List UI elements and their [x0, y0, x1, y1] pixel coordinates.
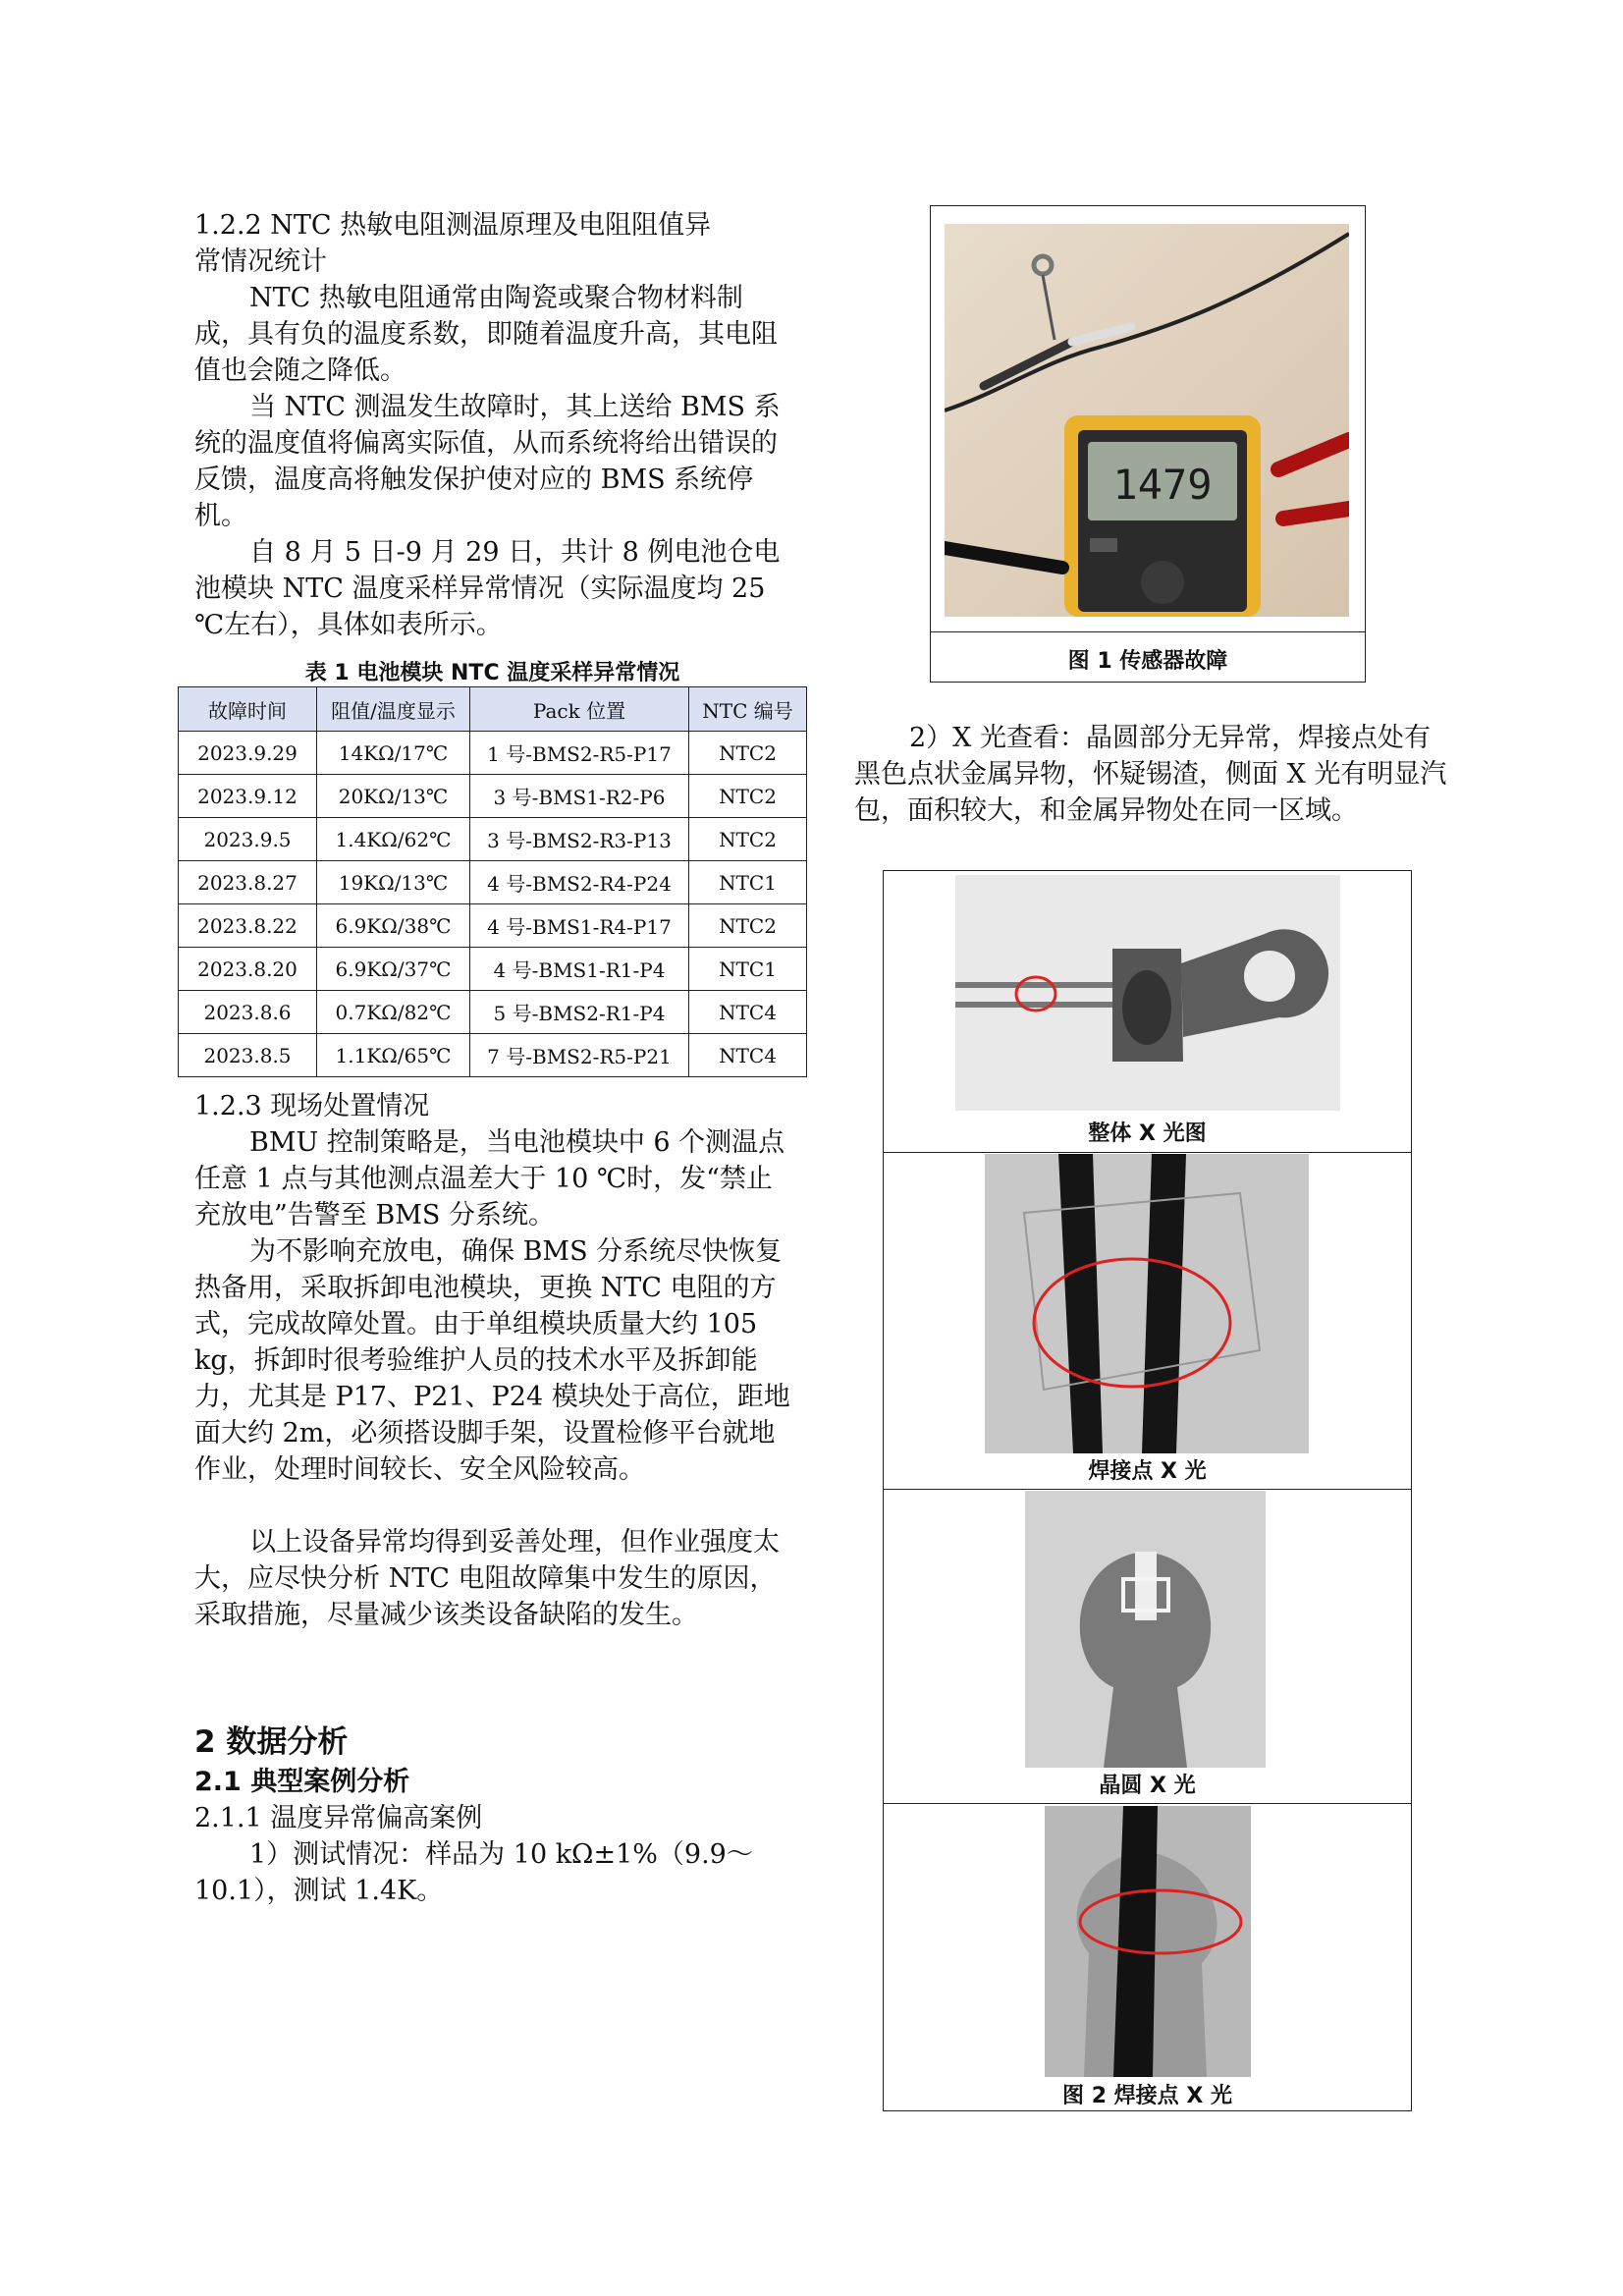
paragraph-test-result: 1）测试情况：样品为 10 kΩ±1%（9.9～10.1），测试 1.4K。	[194, 1839, 753, 1906]
weld-side-xray-image	[1045, 1806, 1251, 2077]
table-cell: 2023.8.5	[179, 1034, 317, 1077]
table-cell: 1.1KΩ/65℃	[317, 1034, 470, 1077]
table-row	[179, 775, 807, 818]
sensor-multimeter-photo	[945, 224, 1349, 617]
section-2-1-1-title: 2.1.1 温度异常偏高案例	[194, 1803, 483, 1833]
table-cell: 4 号-BMS2-R4-P24	[470, 861, 689, 904]
section-1-2-3-title: 1.2.3 现场处置情况	[194, 1091, 430, 1121]
table-row	[179, 948, 807, 991]
table-row	[179, 1034, 807, 1077]
paragraph-xray-result: 2）X 光查看：晶圆部分无异常，焊接点处有黑色点状金属异物，怀疑锡渣，侧面 X 光有明显汽包，面积较大，和金属异物处在同一区域。	[854, 723, 1447, 826]
table-cell: 6.9KΩ/37℃	[317, 948, 470, 991]
table-cell: 0.7KΩ/82℃	[317, 991, 470, 1034]
table-cell: 19KΩ/13℃	[317, 861, 470, 904]
table-cell: NTC1	[689, 861, 807, 904]
table-cell: 3 号-BMS2-R3-P13	[470, 818, 689, 861]
table-cell: 1 号-BMS2-R5-P17	[470, 732, 689, 775]
table-cell: NTC1	[689, 948, 807, 991]
table-cell: 3 号-BMS1-R2-P6	[470, 775, 689, 818]
paragraph-handling: 为不影响充放电，确保 BMS 分系统尽快恢复热备用，采取拆卸电池模块，更换 NTC 电阻的方式，完成故障处置。由于单组模块质量大约 105 kg，拆卸时很考验维护人员的技术水平及拆卸能力，尤其是 P17、P21、P24 模块处于高位，距地面大约 2m，必须搭设脚手架，设置检修平台就地作业，处理时间较长、安全风险较高。	[194, 1236, 790, 1485]
table-header-cell: NTC 编号	[689, 687, 807, 732]
wafer-xray-label: 晶圆 X 光	[1099, 1774, 1196, 1798]
xray-panel-overall	[884, 871, 1411, 1153]
table-cell: 14KΩ/17℃	[317, 732, 470, 775]
ntc-fault-table	[178, 686, 807, 1077]
table-cell: NTC2	[689, 775, 807, 818]
table-cell: 20KΩ/13℃	[317, 775, 470, 818]
table-cell: 2023.9.12	[179, 775, 317, 818]
section-2-1-title: 2.1 典型案例分析	[194, 1767, 410, 1797]
table-cell: 2023.8.22	[179, 904, 317, 948]
section-1-2-2-title-line1: 1.2.2 NTC 热敏电阻测温原理及电阻阻值异	[194, 210, 712, 241]
figure-2	[883, 870, 1412, 2111]
table-cell: 2023.8.20	[179, 948, 317, 991]
table-cell: NTC2	[689, 904, 807, 948]
xray-panel-wafer	[884, 1489, 1411, 1804]
paragraph-conclusion: 以上设备异常均得到妥善处理，但作业强度太大，应尽快分析 NTC 电阻故障集中发生的原因，采取措施，尽量减少该类设备缺陷的发生。	[194, 1527, 780, 1630]
table-cell: 2023.8.6	[179, 991, 317, 1034]
table-cell: NTC4	[689, 1034, 807, 1077]
table-header-cell: 故障时间	[179, 687, 317, 732]
table-1-caption: 表 1 电池模块 NTC 温度采样异常情况	[304, 661, 680, 685]
table-row	[179, 991, 807, 1034]
table-cell: NTC2	[689, 818, 807, 861]
table-cell: 2023.9.5	[179, 818, 317, 861]
table-header-row	[179, 687, 807, 732]
paragraph-ntc-fault: 当 NTC 测温发生故障时，其上送给 BMS 系统的温度值将偏离实际值，从而系统将给出错误的反馈，温度高将触发保护使对应的 BMS 系统停机。	[194, 392, 781, 531]
table-cell: 2023.8.27	[179, 861, 317, 904]
table-cell: 4 号-BMS1-R1-P4	[470, 948, 689, 991]
overall-xray-image	[955, 875, 1340, 1111]
figure-2-caption: 图 2 焊接点 X 光	[1062, 2084, 1232, 2108]
wafer-xray-image	[1025, 1491, 1266, 1768]
table-row	[179, 818, 807, 861]
overall-xray-label: 整体 X 光图	[1088, 1121, 1207, 1146]
table-cell: 6.9KΩ/38℃	[317, 904, 470, 948]
table-cell: 2023.9.29	[179, 732, 317, 775]
table-cell: NTC2	[689, 732, 807, 775]
paragraph-ntc-principle: NTC 热敏电阻通常由陶瓷或聚合物材料制成，具有负的温度系数，即随着温度升高，其电阻值也会随之降低。	[194, 283, 778, 386]
table-cell: 4 号-BMS1-R4-P17	[470, 904, 689, 948]
xray-panel-weld-side	[884, 1803, 1411, 2110]
table-cell: 1.4KΩ/62℃	[317, 818, 470, 861]
paragraph-statistics: 自 8 月 5 日-9 月 29 日，共计 8 例电池仓电池模块 NTC 温度采样异常情况（实际温度均 25 ℃左右），具体如表所示。	[194, 537, 781, 640]
table-row	[179, 904, 807, 948]
xray-panel-weld	[884, 1152, 1411, 1490]
figure-1	[930, 205, 1366, 683]
table-cell: 7 号-BMS2-R5-P21	[470, 1034, 689, 1077]
figure-1-caption: 图 1 传感器故障	[1067, 649, 1228, 674]
table-cell: NTC4	[689, 991, 807, 1034]
section-2-title: 2 数据分析	[194, 1724, 349, 1760]
section-1-2-2-title-line2: 常情况统计	[194, 246, 327, 277]
table-row	[179, 861, 807, 904]
table-row	[179, 732, 807, 775]
multimeter-display-value: 1479	[1112, 461, 1213, 509]
table-header-cell: 阻值/温度显示	[317, 687, 470, 732]
weld-xray-label: 焊接点 X 光	[1088, 1459, 1207, 1484]
table-cell: 5 号-BMS2-R1-P4	[470, 991, 689, 1034]
table-header-cell: Pack 位置	[470, 687, 689, 732]
figure-1-divider	[931, 631, 1365, 632]
weld-xray-image	[985, 1154, 1309, 1453]
paragraph-bmu-strategy: BMU 控制策略是，当电池模块中 6 个测温点任意 1 点与其他测点温差大于 10 ℃时，发“禁止充放电”告警至 BMS 分系统。	[194, 1127, 785, 1230]
